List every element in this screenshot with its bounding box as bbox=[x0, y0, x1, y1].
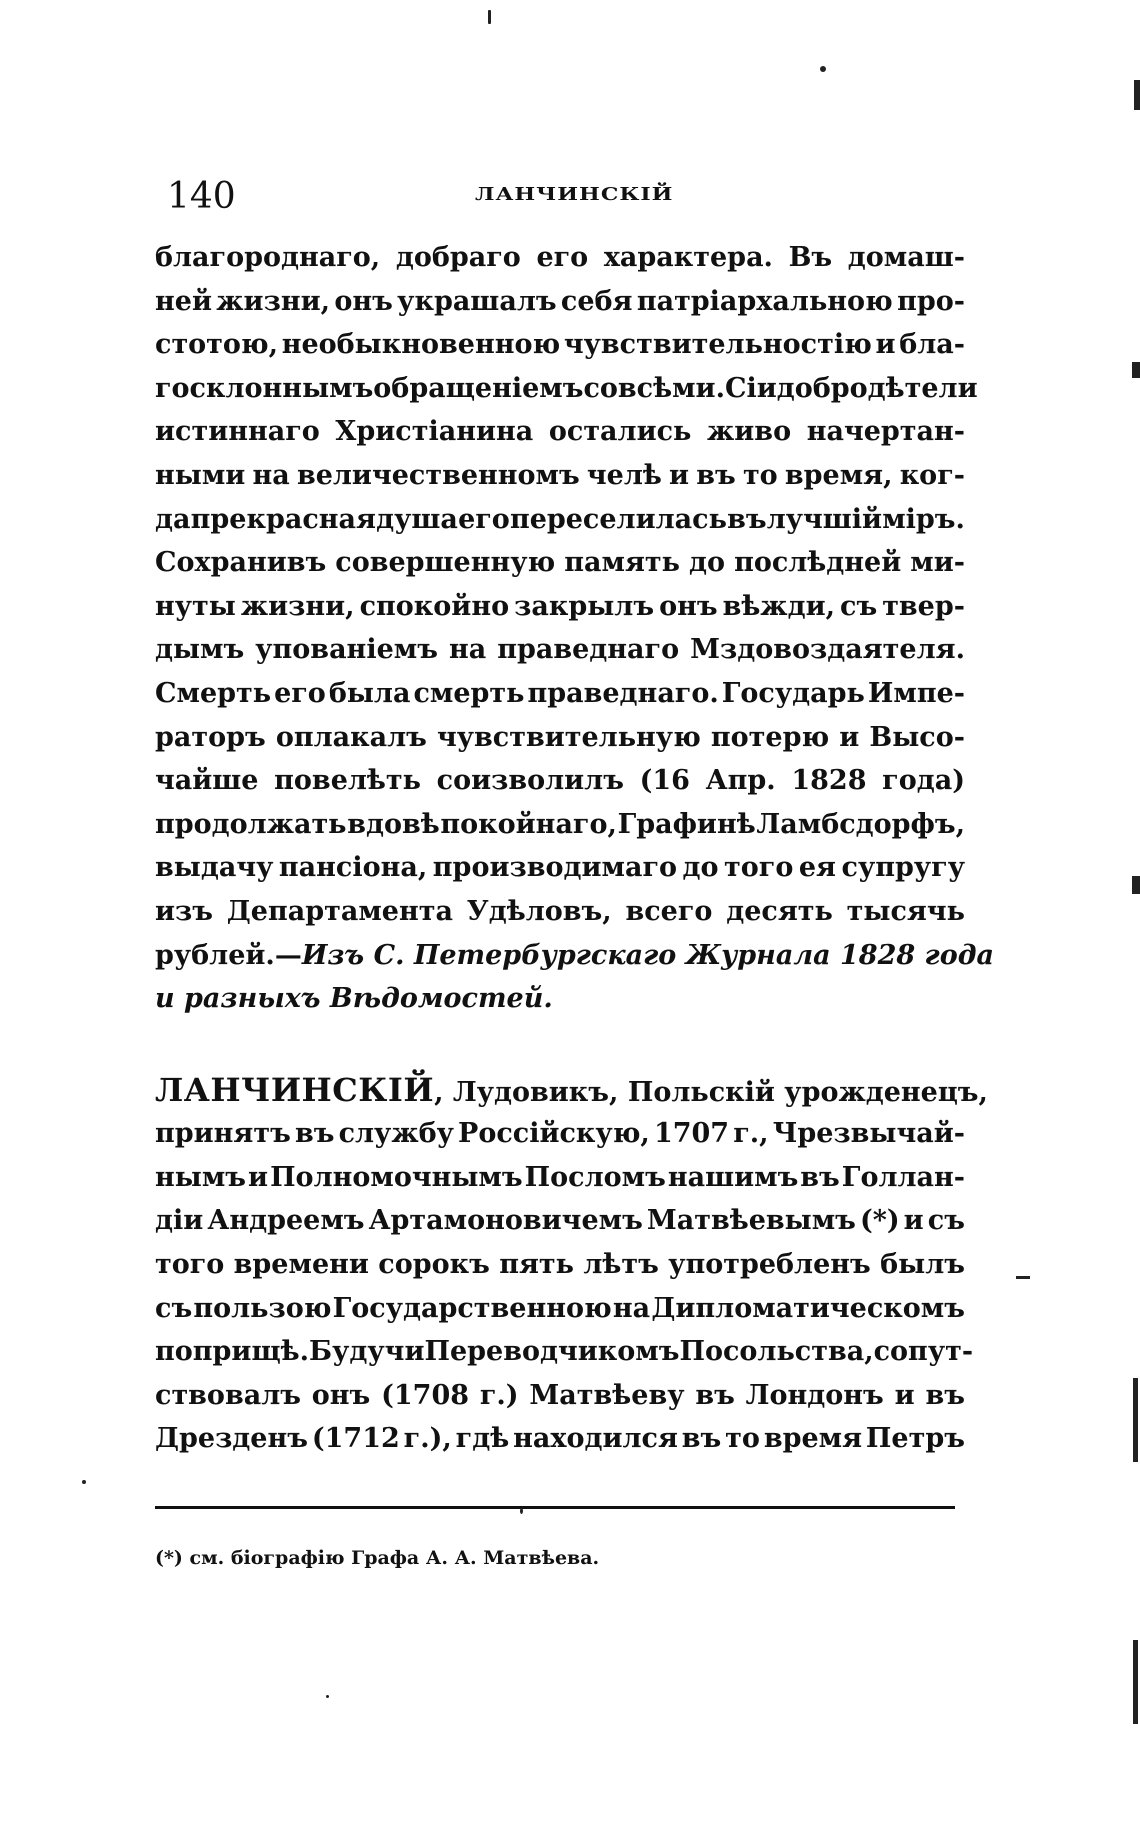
word: пансіона, bbox=[278, 852, 428, 884]
word: Артамоновичемъ bbox=[368, 1205, 643, 1237]
word: Государственною bbox=[332, 1292, 612, 1324]
word: бла- bbox=[899, 329, 965, 361]
word: живо bbox=[707, 416, 792, 448]
text-line bbox=[155, 759, 965, 803]
word: до bbox=[689, 547, 726, 579]
body-text bbox=[155, 236, 995, 1461]
word: Матвѣеву bbox=[529, 1379, 685, 1411]
word: необыкновенною bbox=[281, 329, 561, 361]
word: Дипломатическомъ bbox=[651, 1292, 965, 1324]
word: тысячь bbox=[846, 895, 965, 927]
text-line bbox=[155, 977, 965, 1021]
word: Чрезвычай- bbox=[772, 1118, 965, 1150]
word: душа bbox=[376, 503, 458, 535]
word: Ламбсдорфъ, bbox=[756, 808, 965, 840]
text-line bbox=[155, 498, 965, 542]
entry-heading-line bbox=[155, 1069, 988, 1113]
word: чувствительностію bbox=[563, 329, 872, 361]
word: добродѣтели bbox=[776, 372, 978, 404]
text-line bbox=[155, 367, 978, 411]
scan-speck bbox=[820, 66, 826, 72]
word: обращеніемъ bbox=[373, 372, 584, 404]
word: поприщѣ. bbox=[155, 1336, 310, 1368]
scan-edge-mark bbox=[1133, 1378, 1138, 1462]
word: Посломъ bbox=[524, 1161, 666, 1193]
running-head: ЛАНЧИНСКІЙ bbox=[475, 184, 674, 205]
word: Департамента bbox=[226, 895, 453, 927]
word: покойнаго, bbox=[440, 808, 617, 840]
word: десять bbox=[726, 895, 833, 927]
word: на bbox=[448, 634, 487, 666]
word: до bbox=[682, 852, 719, 884]
word: ными bbox=[155, 459, 246, 491]
word: и bbox=[894, 1379, 915, 1411]
word: Христіанина bbox=[335, 416, 534, 448]
scan-speck bbox=[520, 1508, 523, 1514]
text-line bbox=[155, 803, 965, 847]
word: то bbox=[725, 1423, 760, 1455]
word: Посольства, bbox=[679, 1336, 874, 1368]
word: праведнаго bbox=[497, 634, 680, 666]
paragraph-2 bbox=[155, 1112, 974, 1461]
text-line bbox=[155, 1287, 965, 1331]
word: спокойно bbox=[359, 590, 510, 622]
word: потерю bbox=[710, 721, 830, 753]
word: ея bbox=[798, 852, 836, 884]
text-line bbox=[155, 934, 995, 978]
word: соизволилъ bbox=[436, 765, 624, 797]
word: супругу bbox=[841, 852, 965, 884]
word: г.), bbox=[403, 1423, 452, 1455]
paragraph-1 bbox=[155, 236, 978, 934]
word: съ bbox=[927, 1205, 965, 1237]
word: то bbox=[742, 459, 778, 491]
word: былъ bbox=[880, 1249, 965, 1281]
word: Графинѣ bbox=[617, 808, 756, 840]
word: украшалъ bbox=[397, 285, 557, 317]
word: ствовалъ bbox=[155, 1379, 301, 1411]
word: гдѣ bbox=[455, 1423, 510, 1455]
page-header bbox=[155, 176, 965, 224]
word: время, bbox=[784, 459, 893, 491]
word: пользою bbox=[193, 1292, 332, 1324]
word: ког- bbox=[899, 459, 965, 491]
source-citation-end: и разныхъ Вѣдомостей. bbox=[155, 983, 553, 1015]
word: діи bbox=[155, 1205, 204, 1237]
word: благороднаго, bbox=[155, 242, 381, 273]
word: вѣжди, bbox=[722, 590, 835, 622]
word: стотою, bbox=[155, 329, 279, 361]
word: пять bbox=[499, 1249, 574, 1281]
word: производимаго bbox=[432, 852, 677, 884]
word: съ bbox=[155, 1292, 193, 1324]
text-line bbox=[155, 410, 965, 454]
entry-name: ЛАНЧИНСКІЙ bbox=[155, 1070, 435, 1109]
text-line bbox=[155, 1243, 965, 1287]
word: Удѣловъ, bbox=[466, 895, 612, 927]
word: находился bbox=[513, 1423, 678, 1455]
word: того bbox=[724, 852, 794, 884]
word: совершенную bbox=[335, 547, 556, 579]
text-line bbox=[155, 890, 965, 934]
word: продолжать bbox=[155, 808, 347, 840]
word: истиннаго bbox=[155, 416, 320, 448]
word: Матвѣевымъ bbox=[646, 1205, 856, 1237]
word: и bbox=[875, 329, 896, 361]
word: времени bbox=[233, 1249, 369, 1281]
word: изъ bbox=[155, 895, 213, 927]
word: въ bbox=[925, 1379, 965, 1411]
word: ми- bbox=[910, 547, 965, 579]
word: нуты bbox=[155, 590, 236, 622]
word: жизни, bbox=[216, 285, 331, 317]
word: раторъ bbox=[155, 721, 266, 753]
word: его bbox=[536, 242, 589, 273]
word: Высо- bbox=[869, 721, 965, 753]
word: время bbox=[763, 1423, 863, 1455]
scan-edge-mark bbox=[1132, 362, 1140, 378]
text-line bbox=[155, 1199, 965, 1243]
word: себя bbox=[560, 285, 633, 317]
word: 1828 bbox=[791, 765, 867, 797]
text-line bbox=[155, 1417, 965, 1461]
word: принятъ bbox=[155, 1118, 291, 1150]
word: г., bbox=[733, 1118, 769, 1150]
word: сорокъ bbox=[378, 1249, 490, 1281]
word: онъ bbox=[334, 285, 393, 317]
text-line bbox=[155, 1112, 965, 1156]
word: службу bbox=[338, 1118, 454, 1150]
scan-edge-mark bbox=[1134, 80, 1140, 110]
word: выдачу bbox=[155, 852, 274, 884]
word: оплакалъ bbox=[275, 721, 427, 753]
word: онъ bbox=[659, 590, 718, 622]
word: упованіемъ bbox=[255, 634, 438, 666]
word: года) bbox=[882, 765, 965, 797]
text-line bbox=[155, 541, 965, 585]
word: вдовѣ bbox=[347, 808, 440, 840]
word: начертан- bbox=[806, 416, 965, 448]
text-line bbox=[155, 585, 965, 629]
text-line bbox=[155, 323, 965, 367]
text-line bbox=[155, 1374, 965, 1418]
word: Дрезденъ bbox=[155, 1423, 308, 1455]
word: ней bbox=[155, 285, 212, 317]
word: сопут- bbox=[873, 1336, 974, 1368]
word: всѣми. bbox=[617, 372, 725, 404]
word: лучшій bbox=[766, 503, 883, 535]
word: въ bbox=[800, 1161, 840, 1193]
page-number: 140 bbox=[167, 176, 236, 217]
word: 1707 bbox=[653, 1118, 730, 1150]
scan-speck bbox=[82, 1480, 86, 1484]
word: Будучи bbox=[309, 1336, 425, 1368]
word: съ bbox=[840, 590, 878, 622]
word: въ bbox=[695, 1379, 735, 1411]
word: величественномъ bbox=[296, 459, 580, 491]
word: Апр. bbox=[705, 765, 776, 797]
word: со bbox=[583, 372, 618, 404]
word: лѣтъ bbox=[583, 1249, 659, 1281]
word: нашимъ bbox=[667, 1161, 799, 1193]
text-line bbox=[155, 1156, 965, 1200]
word: на bbox=[252, 459, 290, 491]
word: послѣдней bbox=[734, 547, 902, 579]
source-citation: Изъ С. Петербургскаго Журнала 1828 года bbox=[301, 939, 995, 971]
word: въ bbox=[696, 459, 736, 491]
word: Смерть bbox=[155, 677, 272, 709]
word: Сіи bbox=[724, 372, 777, 404]
footnote: (*) см. біографію Графа А. А. Матвѣева. bbox=[155, 1547, 600, 1569]
word: про- bbox=[897, 285, 965, 317]
text-line bbox=[155, 716, 965, 760]
word: всего bbox=[625, 895, 713, 927]
word: Голлан- bbox=[841, 1161, 965, 1193]
word: (16 bbox=[639, 765, 690, 797]
word: и bbox=[903, 1205, 924, 1237]
word: твер- bbox=[882, 590, 965, 622]
text-line bbox=[155, 280, 965, 324]
entry-heading-rest: , Лудовикъ, Польскій урожденецъ, bbox=[434, 1076, 988, 1108]
word: была bbox=[328, 677, 411, 709]
text-line bbox=[155, 1330, 974, 1374]
word: смерть bbox=[413, 677, 525, 709]
word: Россійскую, bbox=[458, 1118, 650, 1150]
word: да bbox=[155, 503, 191, 535]
text-line bbox=[155, 846, 965, 890]
text-line bbox=[155, 672, 965, 716]
scan-edge-mark bbox=[1133, 1640, 1138, 1724]
word: міръ. bbox=[882, 503, 965, 535]
word: употребленъ bbox=[668, 1249, 871, 1281]
word: Лондонъ bbox=[745, 1379, 884, 1411]
word: г.) bbox=[479, 1379, 519, 1411]
word: госклоннымъ bbox=[155, 372, 374, 404]
word: Андреемъ bbox=[207, 1205, 365, 1237]
word: (1708 bbox=[381, 1379, 470, 1411]
word: Государь bbox=[721, 677, 865, 709]
word: чувствительную bbox=[437, 721, 701, 753]
word: его bbox=[458, 503, 510, 535]
word: переселилась bbox=[509, 503, 727, 535]
word: и bbox=[248, 1161, 269, 1193]
word: (1712 bbox=[311, 1423, 400, 1455]
text-line bbox=[155, 628, 965, 672]
word: и bbox=[669, 459, 690, 491]
word: Сохранивъ bbox=[155, 547, 327, 579]
word: и bbox=[839, 721, 860, 753]
text-line bbox=[155, 454, 965, 498]
word: въ bbox=[294, 1118, 335, 1150]
word: Петръ bbox=[865, 1423, 965, 1455]
word: (*) bbox=[859, 1205, 900, 1237]
word: дымъ bbox=[155, 634, 245, 666]
scan-speck bbox=[488, 10, 491, 24]
word: домаш- bbox=[847, 242, 965, 273]
word: праведнаго. bbox=[527, 677, 719, 709]
word: чайше bbox=[155, 765, 259, 797]
word: повелѣть bbox=[274, 765, 421, 797]
word: нымъ bbox=[155, 1161, 246, 1193]
word: прекрасная bbox=[190, 503, 376, 535]
word: челѣ bbox=[586, 459, 662, 491]
word: Полномочнымъ bbox=[270, 1161, 523, 1193]
word: того bbox=[155, 1249, 225, 1281]
word: память bbox=[564, 547, 680, 579]
word: жизни, bbox=[240, 590, 355, 622]
word: характера. bbox=[603, 242, 773, 273]
word: въ bbox=[681, 1423, 722, 1455]
word: онъ bbox=[311, 1379, 371, 1411]
scan-edge-mark bbox=[1016, 1276, 1030, 1279]
word: Импе- bbox=[867, 677, 965, 709]
word: добраго bbox=[395, 242, 521, 273]
text-plain: рублей.— bbox=[155, 939, 302, 971]
footnote-rule bbox=[155, 1506, 955, 1509]
word: на bbox=[612, 1292, 651, 1324]
word: остались bbox=[548, 416, 692, 448]
word: закрылъ bbox=[514, 590, 655, 622]
scan-speck bbox=[326, 1695, 329, 1698]
text-line bbox=[155, 236, 965, 280]
scan-edge-mark bbox=[1132, 876, 1140, 894]
word: его bbox=[274, 677, 326, 709]
word: патріархальною bbox=[636, 285, 893, 317]
word: Мздовоздаятеля. bbox=[690, 634, 965, 666]
word: въ bbox=[727, 503, 767, 535]
word: Переводчикомъ bbox=[424, 1336, 680, 1368]
word: Въ bbox=[788, 242, 833, 273]
